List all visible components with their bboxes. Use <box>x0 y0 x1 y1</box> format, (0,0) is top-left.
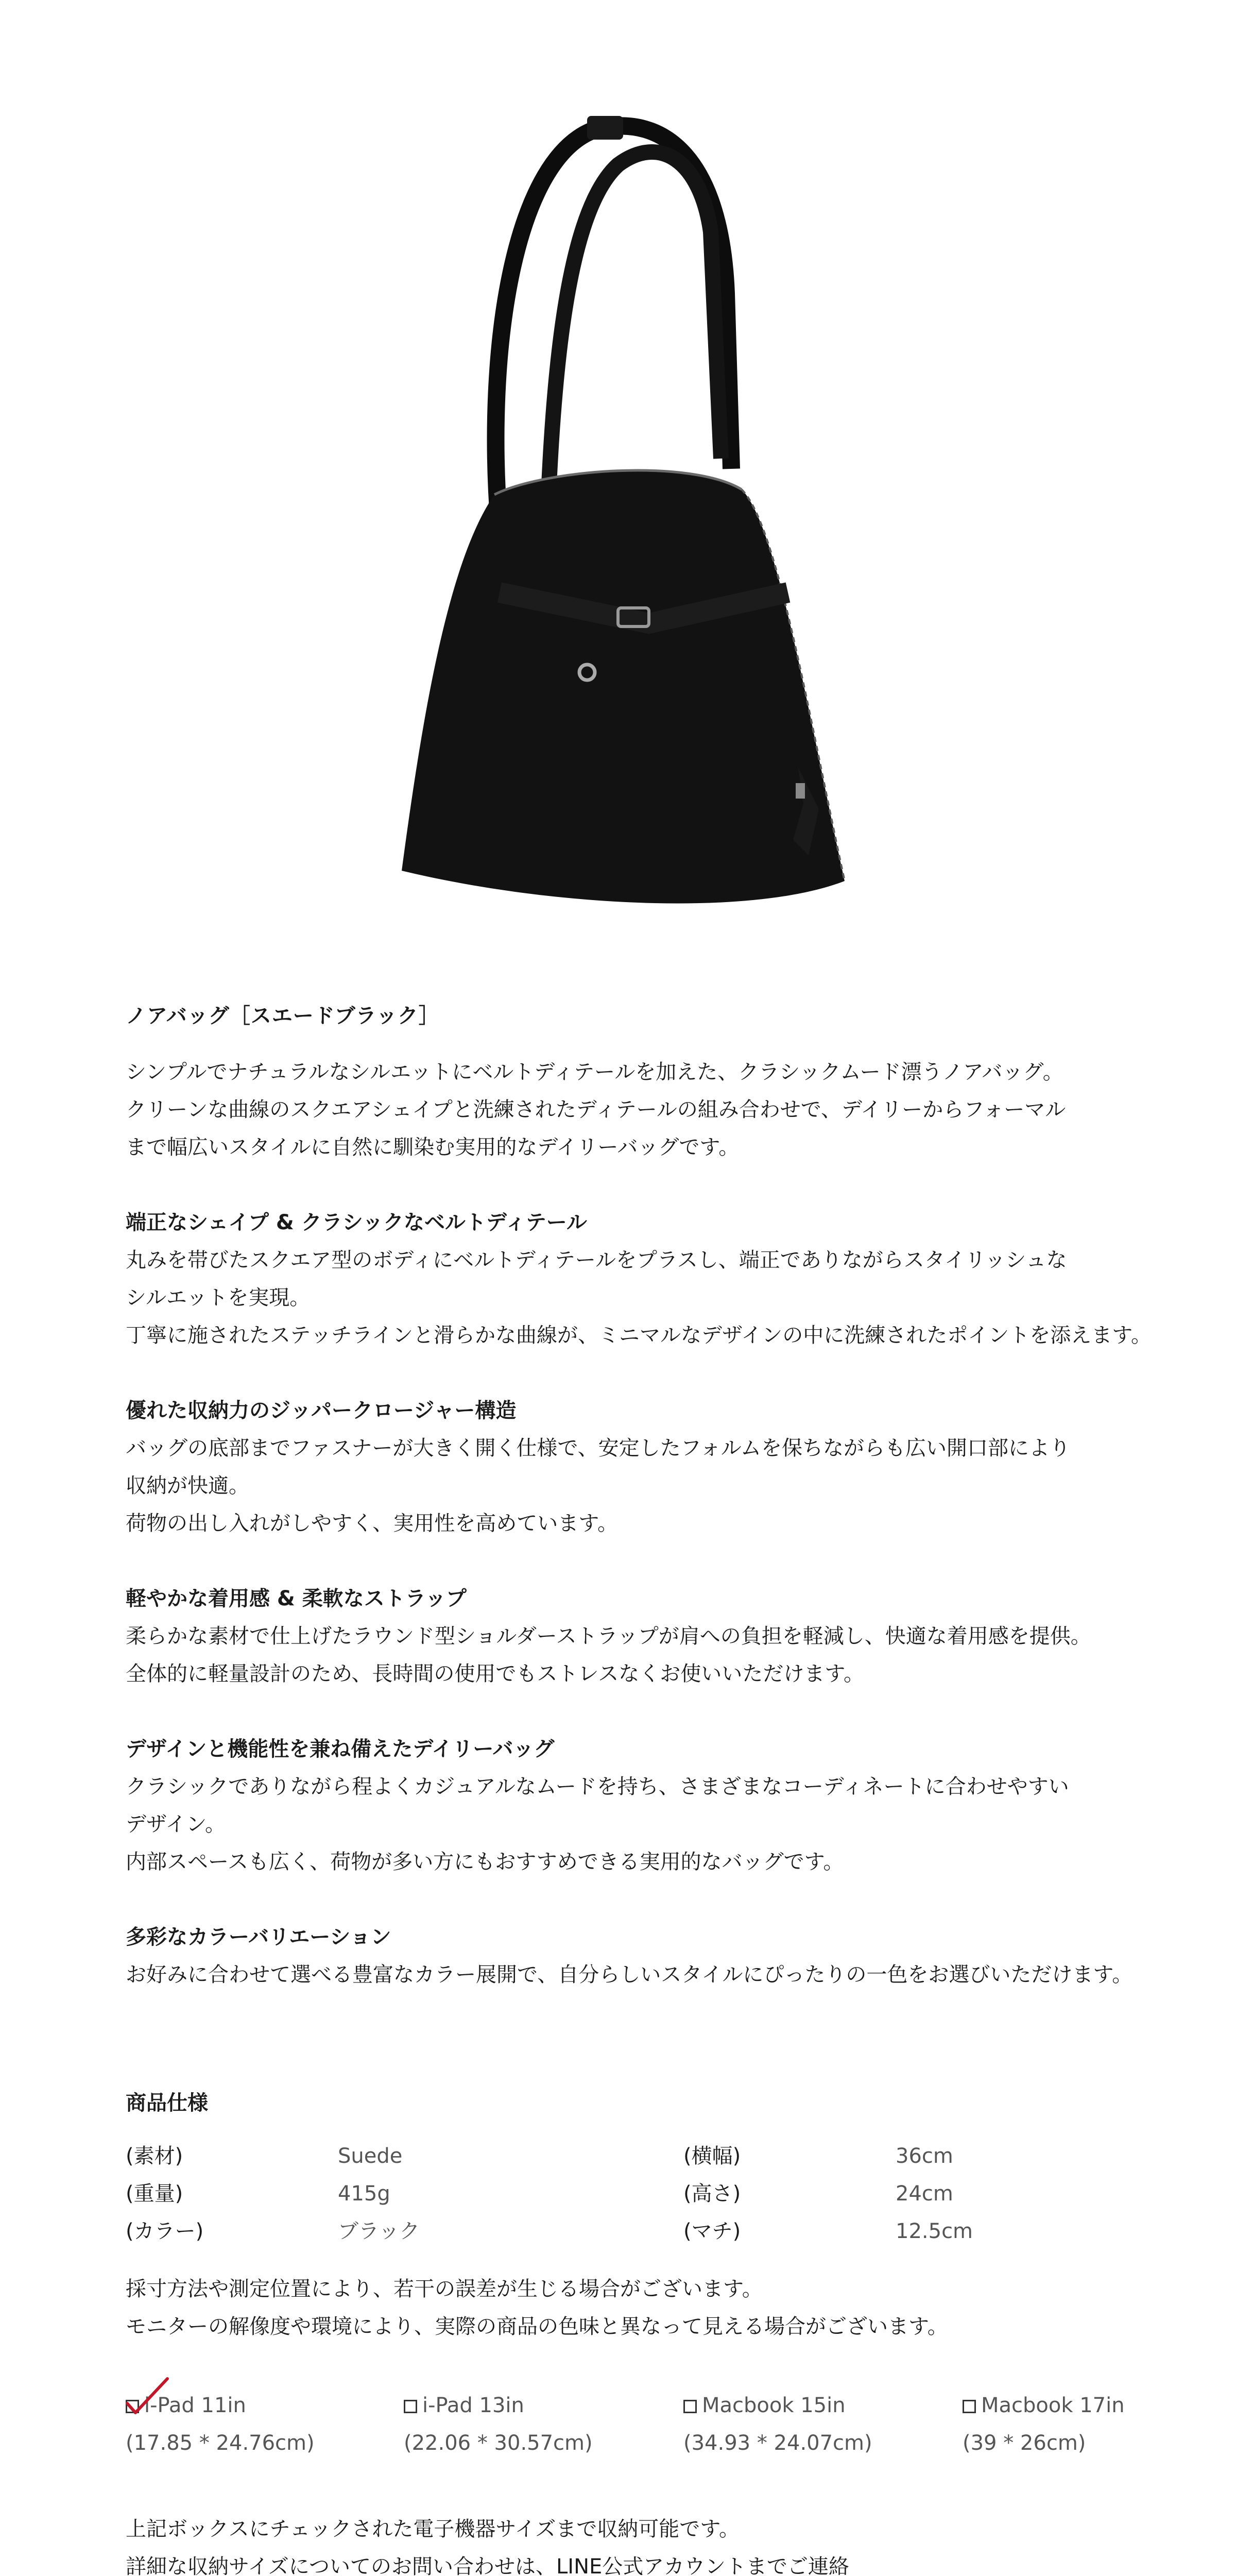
device-dimensions: (34.93 * 24.07cm) <box>683 2431 872 2455</box>
feature-heading: 軽やかな着用感 & 柔軟なストラップ <box>126 1587 467 1611</box>
checkbox-empty-icon <box>963 2400 976 2413</box>
feature-line: 丁寧に施されたステッチラインと滑らかな曲線が、ミニマルなデザインの中に洗練されたポイントを添えます。 <box>126 1324 1152 1347</box>
note-line: 採寸方法や測定位置により、若干の誤差が生じる場合がございます。 <box>126 2277 763 2301</box>
feature-line: バッグの底部までファスナーが大きく開く仕様で、安定したフォルムを保ちながらも広い開口部により <box>126 1436 1070 1460</box>
feature-section <box>126 1580 1156 1693</box>
feature-line: 内部スペースも広く、荷物が多い方にもおすすめできる実用的なバッグです。 <box>126 1850 844 1874</box>
spec-value: Suede <box>338 2144 403 2168</box>
feature-section <box>126 1731 1156 1881</box>
intro-line: シンプルでナチュラルなシルエットにベルトディテールを加えた、クラシックムード漂うノアバッグ。 <box>126 1060 1063 1084</box>
device-dimensions: (17.85 * 24.76cm) <box>126 2431 315 2455</box>
device-dimensions: (22.06 * 30.57cm) <box>404 2431 593 2455</box>
spec-label: (マチ) <box>683 2219 741 2243</box>
spec-label: (カラー) <box>126 2219 204 2243</box>
device-name: Macbook 17in <box>981 2394 1125 2417</box>
note-line: モニターの解像度や環境により、実際の商品の色味と異なって見える場合がございます。 <box>126 2315 948 2338</box>
feature-line: 全体的に軽量設計のため、長時間の使用でもストレスなくお使いいただけます。 <box>126 1662 864 1686</box>
feature-section <box>126 1392 1156 1543</box>
feature-section <box>126 1204 1156 1354</box>
device-macbook-15 <box>683 2387 872 2462</box>
spec-table <box>126 2138 1156 2251</box>
device-macbook-17 <box>963 2387 1125 2462</box>
spec-row <box>126 2138 1156 2175</box>
feature-line: 丸みを帯びたスクエア型のボディにベルトディテールをプラスし、端正でありながらスタイリッシュな <box>126 1248 1067 1272</box>
checkbox-checked-icon <box>126 2400 139 2413</box>
spec-row <box>126 2213 1156 2250</box>
product-title: ノアバッグ［スエードブラック］ <box>126 1004 440 1028</box>
spec-value: 24cm <box>896 2182 953 2206</box>
footer-line: 上記ボックスにチェックされた電子機器サイズまで収納可能です。 <box>126 2517 740 2541</box>
spec-label: (横幅) <box>683 2144 741 2168</box>
feature-line: お好みに合わせて選べる豊富なカラー展開で、自分らしいスタイルにぴったりの一色をお選びいただけます。 <box>126 1963 1133 1987</box>
spec-value: 12.5cm <box>896 2219 973 2243</box>
intro-line: まで幅広いスタイルに自然に馴染む実用的なデイリーバッグです。 <box>126 1136 740 1159</box>
spec-value: 36cm <box>896 2144 953 2168</box>
feature-line: クラシックでありながら程よくカジュアルなムードを持ち、さまざまなコーディネートに合わせやすい <box>126 1775 1069 1799</box>
spec-label: (素材) <box>126 2144 183 2168</box>
feature-line: デザイン。 <box>126 1812 226 1836</box>
intro-line: クリーンな曲線のスクエアシェイプと洗練されたディテールの組み合わせで、デイリーからフォーマル <box>126 1098 1066 1122</box>
spec-notes <box>126 2270 1156 2346</box>
spec-label: (重量) <box>126 2182 183 2206</box>
specs-title: 商品仕様 <box>126 2091 208 2115</box>
device-ipad-13 <box>404 2387 593 2462</box>
storage-note <box>126 2511 1156 2576</box>
black-suede-bag-illustration <box>330 98 906 943</box>
feature-line: 柔らかな素材で仕上げたラウンド型ショルダーストラップが肩への負担を軽減し、快適な着用感を提供。 <box>126 1624 1091 1648</box>
checkbox-empty-icon <box>404 2400 417 2413</box>
device-dimensions: (39 * 26cm) <box>963 2431 1086 2455</box>
feature-line: 収納が快適。 <box>126 1474 249 1498</box>
device-ipad-11 <box>126 2387 315 2462</box>
footer-line: 詳細な収納サイズについてのお問い合わせは、LINE公式アカウントまでご連絡 <box>126 2555 849 2576</box>
spec-value: 415g <box>338 2182 390 2206</box>
feature-line: シルエットを実現。 <box>126 1286 311 1310</box>
intro-text <box>126 1054 1156 1166</box>
device-name: Macbook 15in <box>702 2394 846 2417</box>
product-image <box>330 98 906 943</box>
spec-value: ブラック <box>338 2219 420 2243</box>
feature-section <box>126 1919 1156 1994</box>
feature-heading: 端正なシェイプ & クラシックなベルトディテール <box>126 1211 587 1234</box>
checkbox-empty-icon <box>683 2400 697 2413</box>
spec-row <box>126 2175 1156 2213</box>
device-name: i-Pad 11in <box>144 2394 246 2417</box>
red-check-icon <box>124 2377 170 2418</box>
feature-heading: 優れた収納力のジッパークロージャー構造 <box>126 1399 517 1422</box>
device-compatibility <box>126 2387 1156 2469</box>
product-specs <box>126 2087 1156 2576</box>
spec-label: (高さ) <box>683 2182 741 2206</box>
product-description <box>126 999 1156 2031</box>
feature-line: 荷物の出し入れがしやすく、実用性を高めています。 <box>126 1512 618 1535</box>
feature-heading: デザインと機能性を兼ね備えたデイリーバッグ <box>126 1737 555 1761</box>
device-name: i-Pad 13in <box>422 2394 524 2417</box>
feature-heading: 多彩なカラーバリエーション <box>126 1925 391 1949</box>
